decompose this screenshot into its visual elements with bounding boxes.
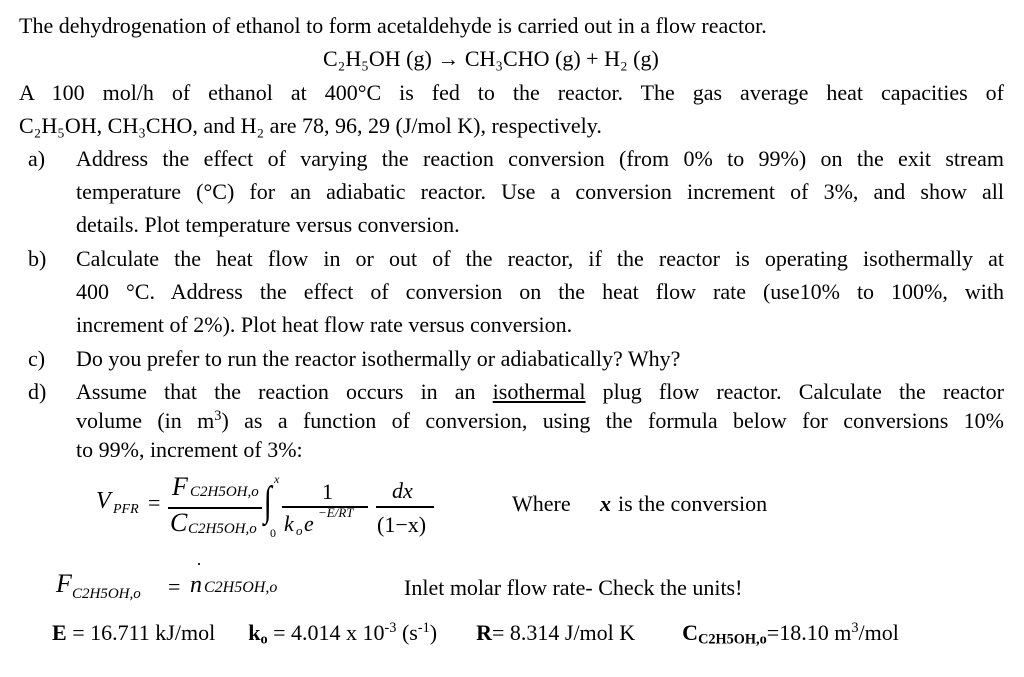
dot-accent: · xyxy=(196,554,202,574)
question-d-row-2: volume (in $m^3$) as a function of conversion, using the formula below for conversions 10% xyxy=(76,408,1004,433)
question-d-label: d) xyxy=(28,379,47,404)
question-a-row: temperature (°C) for an adiabatic reactor. Use a conversion increment of 3%, and show all xyxy=(76,179,1004,204)
f-numerator-subscript: C2H5OH,o xyxy=(190,484,259,500)
constants-row xyxy=(52,620,899,646)
v-subscript: PFR xyxy=(113,502,139,517)
n-subscript: C2H5OH,o xyxy=(204,579,278,596)
c-denominator: C xyxy=(170,508,188,537)
dx: dx xyxy=(392,478,413,503)
fraction-bar xyxy=(376,506,434,508)
intro-line-4: C₂H₅OH, CH₃CHO, and H₂ are 78, 96, 29 (J/mol K), respectively. xyxy=(19,113,602,138)
one-numerator: 1 xyxy=(322,479,333,504)
question-a-row: details. Plot temperature versus conversion. xyxy=(76,212,460,237)
c0-value: =18.10 $m^3$/mol xyxy=(766,620,899,645)
f-symbol: F xyxy=(56,569,72,598)
v-symbol: V xyxy=(96,488,111,514)
question-c-label: c) xyxy=(28,346,46,371)
question-b-row: 400 °C. Address the effect of conversion on the heat flow rate (use10% to 100%, with xyxy=(76,279,1004,304)
e-symbol: e xyxy=(304,511,314,536)
question-b-row: increment of 2%). Plot heat flow rate versus conversion. xyxy=(76,312,573,337)
r-label: R xyxy=(476,620,492,645)
x-description: is the conversion xyxy=(618,491,768,516)
question-b-label: b) xyxy=(28,246,47,271)
question-a-label: a) xyxy=(28,146,46,171)
reaction-equation: C₂H₅OH (g) → CH₃CHO (g) + H₂ (g) xyxy=(323,46,659,71)
f-numerator: F xyxy=(172,472,188,501)
r-value: = 8.314 J/mol K xyxy=(491,620,636,645)
c0-label: $C_{C2H5OH,o}$ xyxy=(682,620,767,648)
e-exponent: −E/RT xyxy=(318,505,354,520)
integral-upper-limit: x xyxy=(274,472,280,486)
flow-note: Inlet molar flow rate- Check the units! xyxy=(404,575,743,600)
question-a-row: Address the effect of varying the reaction conversion (from 0% to 99%) on the exit stream xyxy=(76,146,1004,171)
e-value: = 16.711 kJ/mol xyxy=(66,620,216,645)
n-symbol: n xyxy=(190,572,202,598)
x-variable: x xyxy=(600,491,611,516)
e-label: E xyxy=(52,620,67,645)
question-d-row-3: to 99%, increment of 3%: xyxy=(76,437,303,462)
equals-sign: = xyxy=(148,490,161,515)
k0-label: $k_o$ xyxy=(248,620,268,648)
integral-lower-limit: 0 xyxy=(270,526,276,540)
intro-line-1: The dehydrogenation of ethanol to form acetaldehyde is carried out in a flow reactor. xyxy=(19,13,767,38)
f-subscript: C2H5OH,o xyxy=(72,586,141,602)
k0-value: = 4.014 x $10^{-3}$ $(s^{-1})$ xyxy=(267,620,438,645)
one-minus-x: (1−x) xyxy=(377,512,427,537)
question-c-row: Do you prefer to run the reactor isothermally or adiabatically? Why? xyxy=(76,346,681,371)
where-label: Where xyxy=(512,491,571,516)
integral-sign: ∫ xyxy=(263,479,272,525)
k-subscript: o xyxy=(296,523,303,538)
question-d-row-1: Assume that the reaction occurs in an isothermal plug flow reactor. Calculate the reactor xyxy=(76,379,1004,404)
k-symbol: k xyxy=(284,511,294,536)
question-b-row: Calculate the heat flow in or out of the reactor, if the reactor is operating isothermally at xyxy=(76,246,1004,271)
equals-sign: = xyxy=(168,574,181,599)
c-denominator-subscript: C2H5OH,o xyxy=(188,521,257,537)
intro-line-3: A 100 mol/h of ethanol at 400°C is fed to the reactor. The gas average heat capacities of xyxy=(19,80,1004,105)
